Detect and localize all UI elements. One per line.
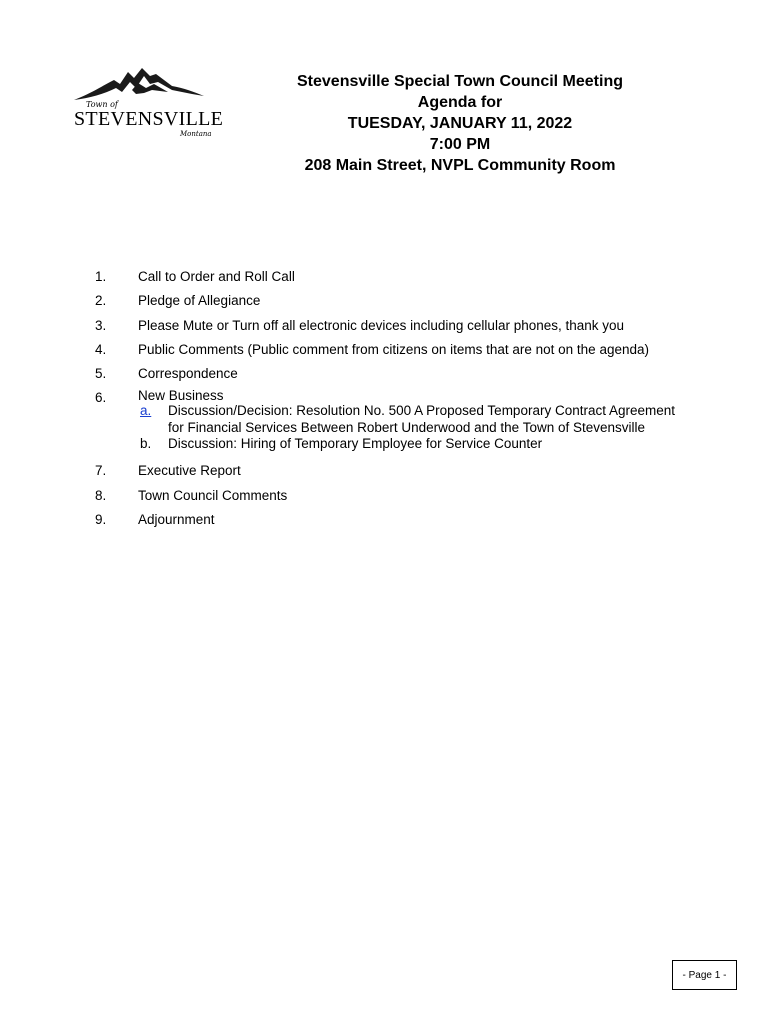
logo-town-name: STEVENSVILLE [74,108,224,130]
town-logo [72,66,222,146]
sub-item-a-text-cont: for Financial Services Between Robert Underwood and the Town of Stevensville [168,419,646,435]
agenda-list [95,269,735,536]
meeting-header [250,71,670,176]
agenda-item-text: Call to Order and Roll Call [138,269,295,284]
agenda-item [95,463,735,487]
sub-item-a-text: Discussion/Decision: Resolution No. 500 A Proposed Temporary Contract Agreement [168,403,676,419]
agenda-item [95,366,735,390]
agenda-item [95,342,735,366]
agenda-item [95,318,735,342]
agenda-item-text: Public Comments (Public comment from citizens on items that are not on the agenda) [138,341,649,357]
meeting-location: 208 Main Street, NVPL Community Room [304,157,616,174]
agenda-item-text: Pledge of Allegiance [138,293,261,309]
agenda-item-new-business [95,390,735,463]
page-number-box [672,960,737,990]
meeting-title: Stevensville Special Town Council Meeting [297,73,623,90]
agenda-item-number: 1. [95,269,107,284]
sub-item-b [140,436,542,453]
agenda-item-number: 3. [95,317,107,333]
agenda-item-text: Executive Report [138,463,241,479]
sub-item-a [140,403,675,436]
agenda-item-number: 9. [95,512,107,528]
meeting-time: 7:00 PM [429,136,491,153]
agenda-item-text: Please Mute or Turn off all electronic devices including cellular phones, thank you [138,317,625,333]
sub-item-a-link[interactable]: a. [140,403,152,419]
agenda-item-number: 8. [95,487,107,503]
agenda-item-text: New Business [138,388,224,404]
agenda-item-text: Adjournment [138,512,215,528]
sub-item-letter: b. [140,436,152,452]
agenda-item [95,293,735,317]
agenda-item-text: Correspondence [138,366,238,382]
agenda-item-number: 4. [95,341,107,357]
agenda-item-number: 6. [95,390,107,406]
agenda-item-number: 2. [95,293,107,309]
agenda-item-text: Town Council Comments [138,487,288,503]
agenda-item-number: 7. [95,463,107,479]
agenda-item [95,488,735,512]
meeting-date: TUESDAY, JANUARY 11, 2022 [347,115,573,132]
agenda-for-label: Agenda for [417,94,503,111]
agenda-item-number: 5. [95,366,107,382]
logo-state: Montana [180,130,212,138]
agenda-item [95,512,735,536]
sub-item-b-text: Discussion: Hiring of Temporary Employee for Service Counter [168,436,543,452]
logo-town-of: Town of [86,100,118,109]
page-number: - Page 1 - [682,969,727,981]
agenda-item [95,269,735,293]
